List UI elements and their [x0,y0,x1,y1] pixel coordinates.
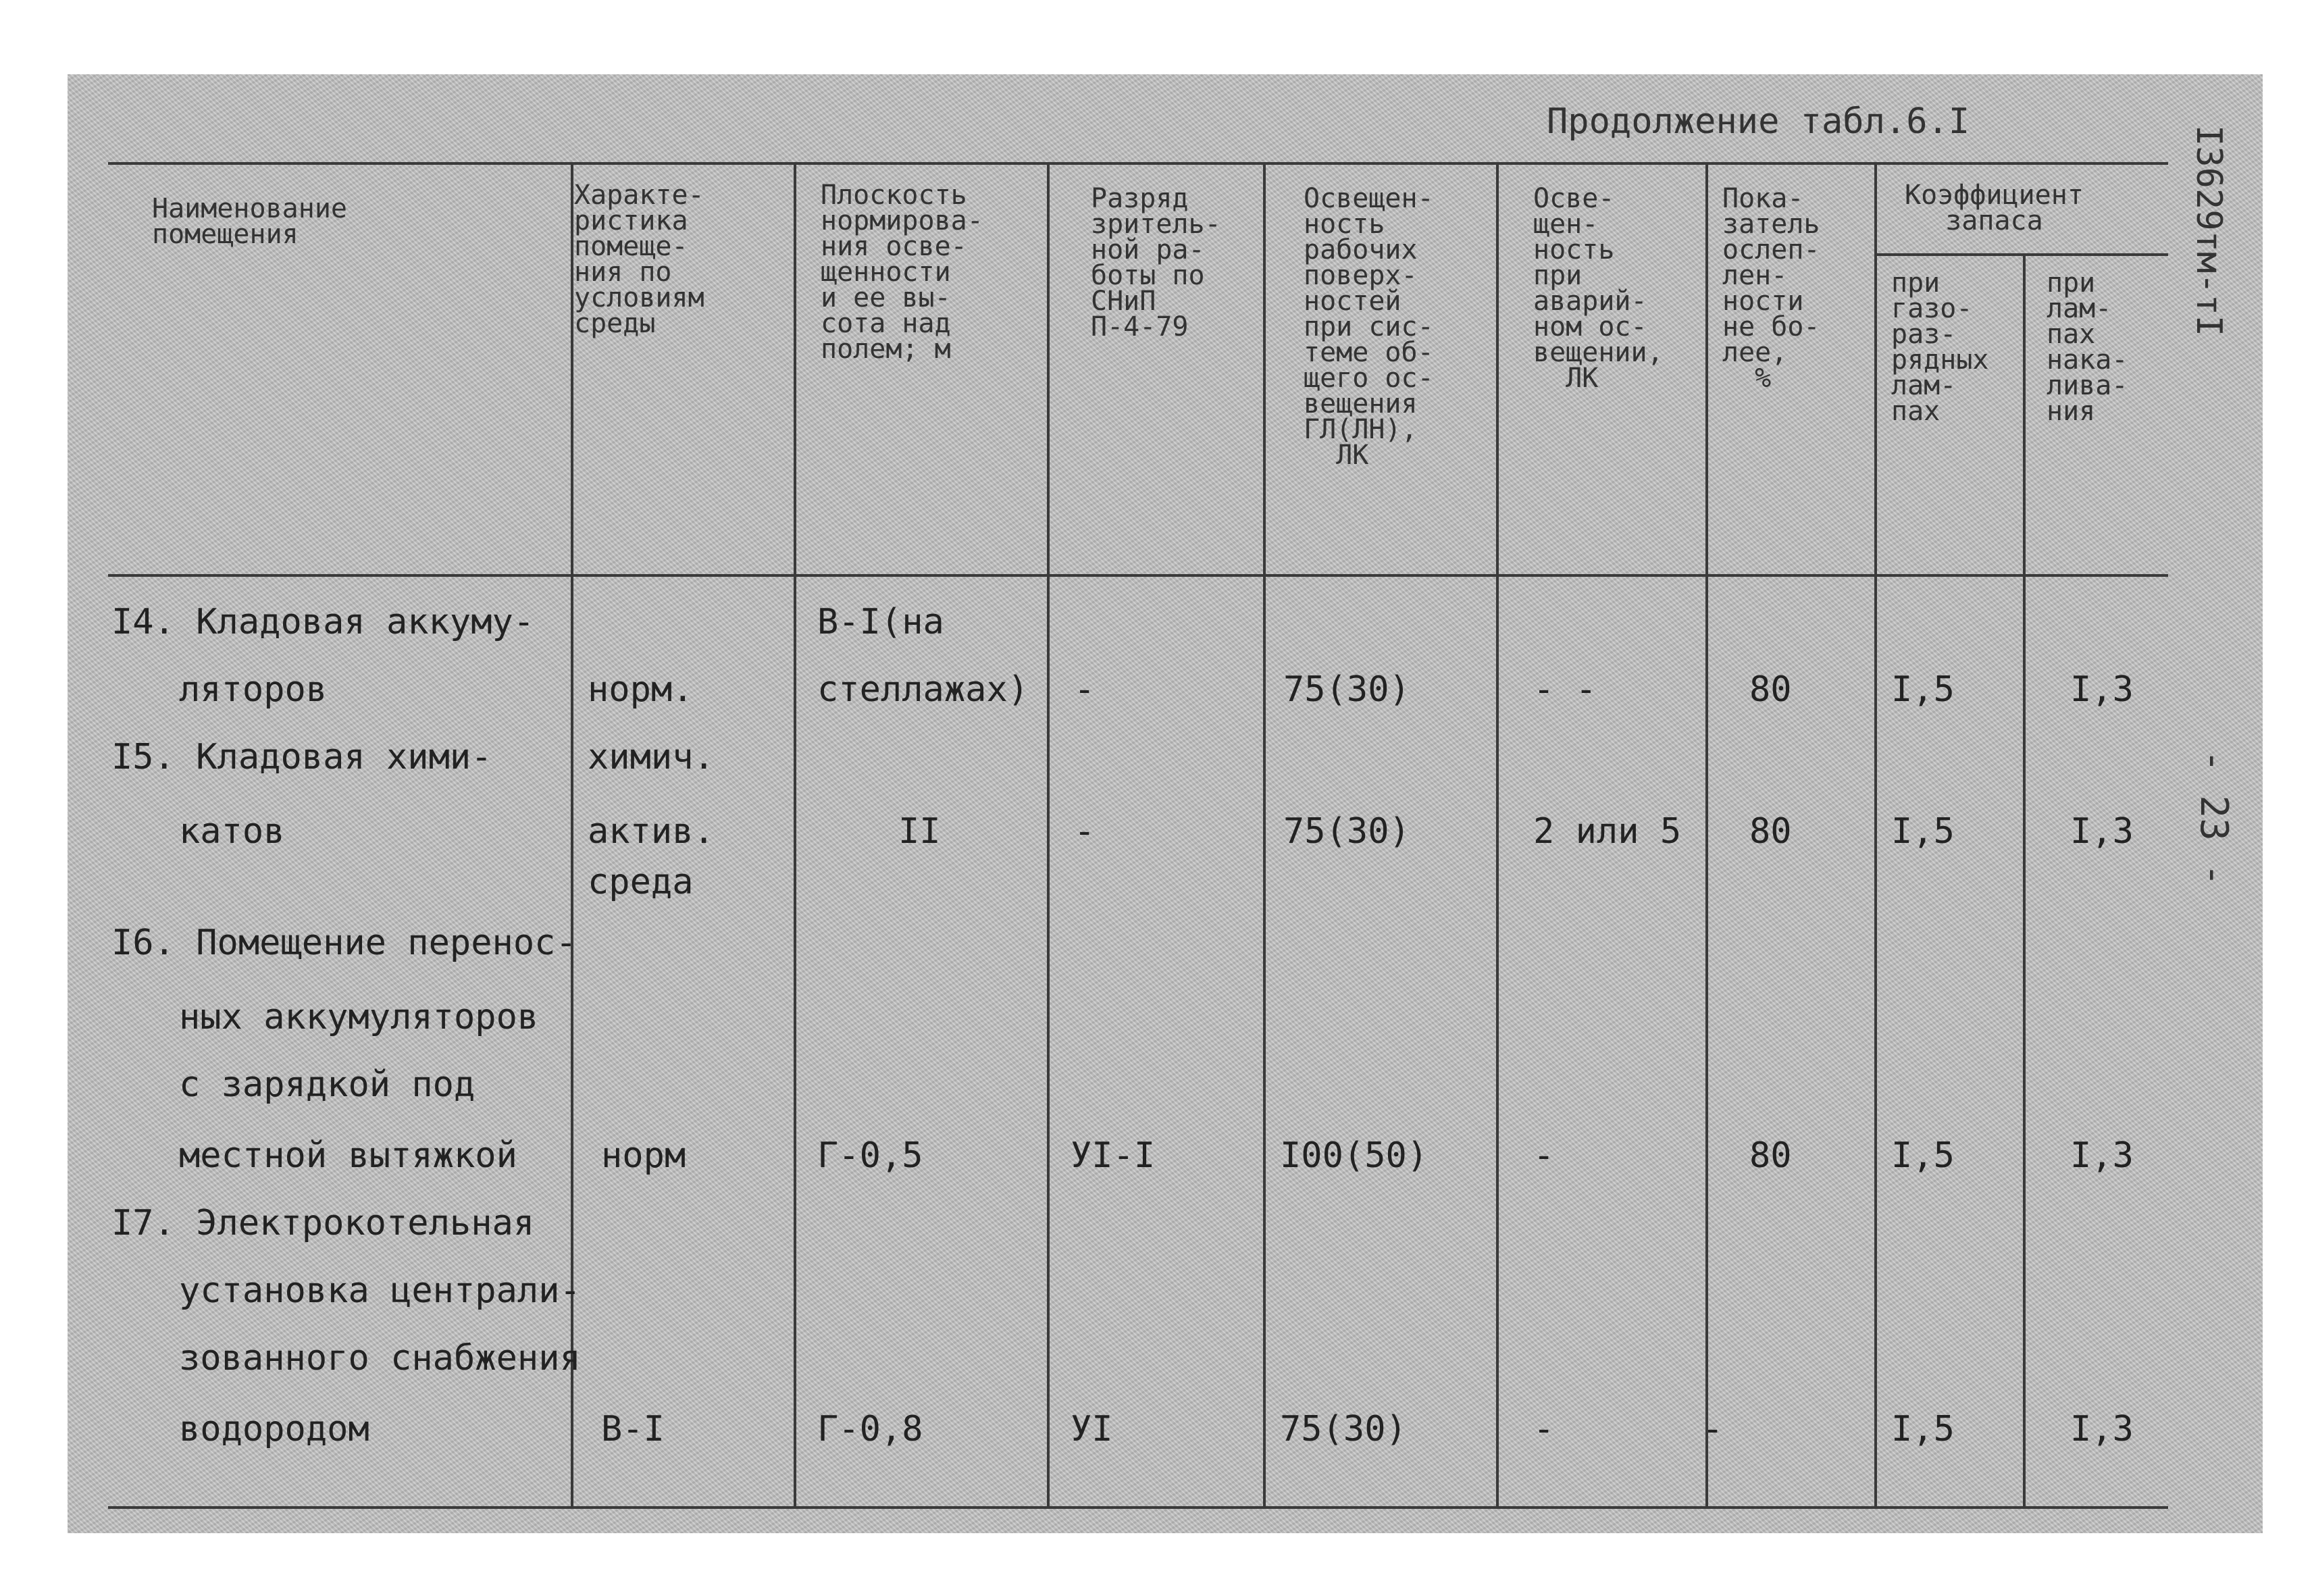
cell-emergency: - - [1533,669,1597,710]
cell-illuminance: 75(30) [1280,1409,1407,1449]
cell-coef-gas: I,5 [1891,1409,1955,1449]
col-divider-7 [1874,162,1877,1506]
cell-glare: - [1702,1409,1724,1449]
cell-environment: актив. [588,811,715,852]
cell-name: ных аккумуляторов [179,997,539,1037]
col-divider-2 [794,162,796,1506]
cell-plane: В-I(на [817,602,944,642]
cell-coef-gas: I,5 [1891,1135,1955,1176]
cell-glare: 80 [1749,1135,1792,1176]
cell-glare: 80 [1749,669,1792,710]
cell-environment: В-I [601,1409,665,1449]
cell-name: катов [179,811,285,852]
cell-name: местной вытяжкой [179,1135,517,1176]
header-coefficient: Коэффициент запаса [1905,180,2084,236]
cell-coef-incandescent: I,3 [2070,669,2134,710]
col-divider-5 [1496,162,1499,1506]
cell-environment: норм [601,1135,686,1176]
header-name: Наименование помещения [152,193,347,250]
cell-illuminance: 75(30) [1283,669,1410,710]
col-divider-8 [2023,253,2026,1506]
cell-coef-gas: I,5 [1891,669,1955,710]
cell-emergency: - [1533,1409,1555,1449]
cell-name: I6. Помещение перенос- [111,923,577,963]
table-top-border [108,162,2168,165]
col-divider-4 [1263,162,1266,1506]
continuation-title: Продолжение табл.6.I [1547,101,1970,142]
page-number: - 23 - [2192,750,2236,887]
cell-name: с зарядкой под [179,1064,475,1105]
cell-emergency: 2 или 5 [1533,811,1682,852]
cell-name: ляторов [179,669,328,710]
cell-illuminance: 75(30) [1283,811,1410,852]
cell-plane: II [898,811,941,852]
cell-grade: УI [1071,1409,1113,1449]
col-divider-3 [1047,162,1050,1506]
header-environment: Характе- ристика помеще- ния по условиям среды [574,180,704,339]
cell-grade: - [1074,669,1096,710]
header-coef-incandescent: при лам- пах нака- лива- ния [2047,267,2128,427]
header-plane: Плоскость нормирова- ния осве- щенности и ее вы- сота над полем; м [821,180,983,365]
cell-name: I4. Кладовая аккуму- [111,602,535,642]
cell-name: установка централи- [179,1270,581,1311]
cell-coef-incandescent: I,3 [2070,811,2134,852]
cell-glare: 80 [1749,811,1792,852]
cell-name: I5. Кладовая хими- [111,737,492,777]
cell-name: зованного снабжения [179,1338,581,1379]
header-illuminance: Освещен- ность рабочих поверх- ностей при сис- теме об- щего ос- вещения ГЛ(ЛН), ЛК [1304,183,1434,471]
cell-environment: химич. [588,737,715,777]
coef-split-line [1874,253,2168,256]
header-bottom-border [108,574,2168,577]
cell-grade: УI-I [1071,1135,1156,1176]
cell-name: I7. Электрокотельная [111,1203,535,1243]
cell-plane: Г-0,5 [817,1135,923,1176]
cell-coef-incandescent: I,3 [2070,1409,2134,1449]
cell-grade: - [1074,811,1096,852]
header-coef-gas: при газо- раз- рядных лам- пах [1891,267,1989,427]
table-bottom-border [108,1506,2168,1509]
header-grade: Разряд зритель- ной ра- боты по СНиП П-4-79 [1091,183,1221,342]
header-glare: Пока- затель ослеп- лен- ности не бо- лее, % [1722,183,1820,394]
cell-name: водородом [179,1409,369,1449]
header-emergency: Осве- щен- ность при аварий- ном ос- вещении, ЛК [1533,183,1664,394]
cell-illuminance: I00(50) [1280,1135,1429,1176]
cell-emergency: - [1533,1135,1555,1176]
document-code: I3629тм-тI [2188,125,2229,337]
cell-plane: Г-0,8 [817,1409,923,1449]
cell-coef-gas: I,5 [1891,811,1955,852]
cell-coef-incandescent: I,3 [2070,1135,2134,1176]
col-divider-6 [1705,162,1708,1506]
cell-plane: стеллажах) [817,669,1029,710]
cell-environment: норм. [588,669,694,710]
cell-environment: среда [588,862,694,902]
